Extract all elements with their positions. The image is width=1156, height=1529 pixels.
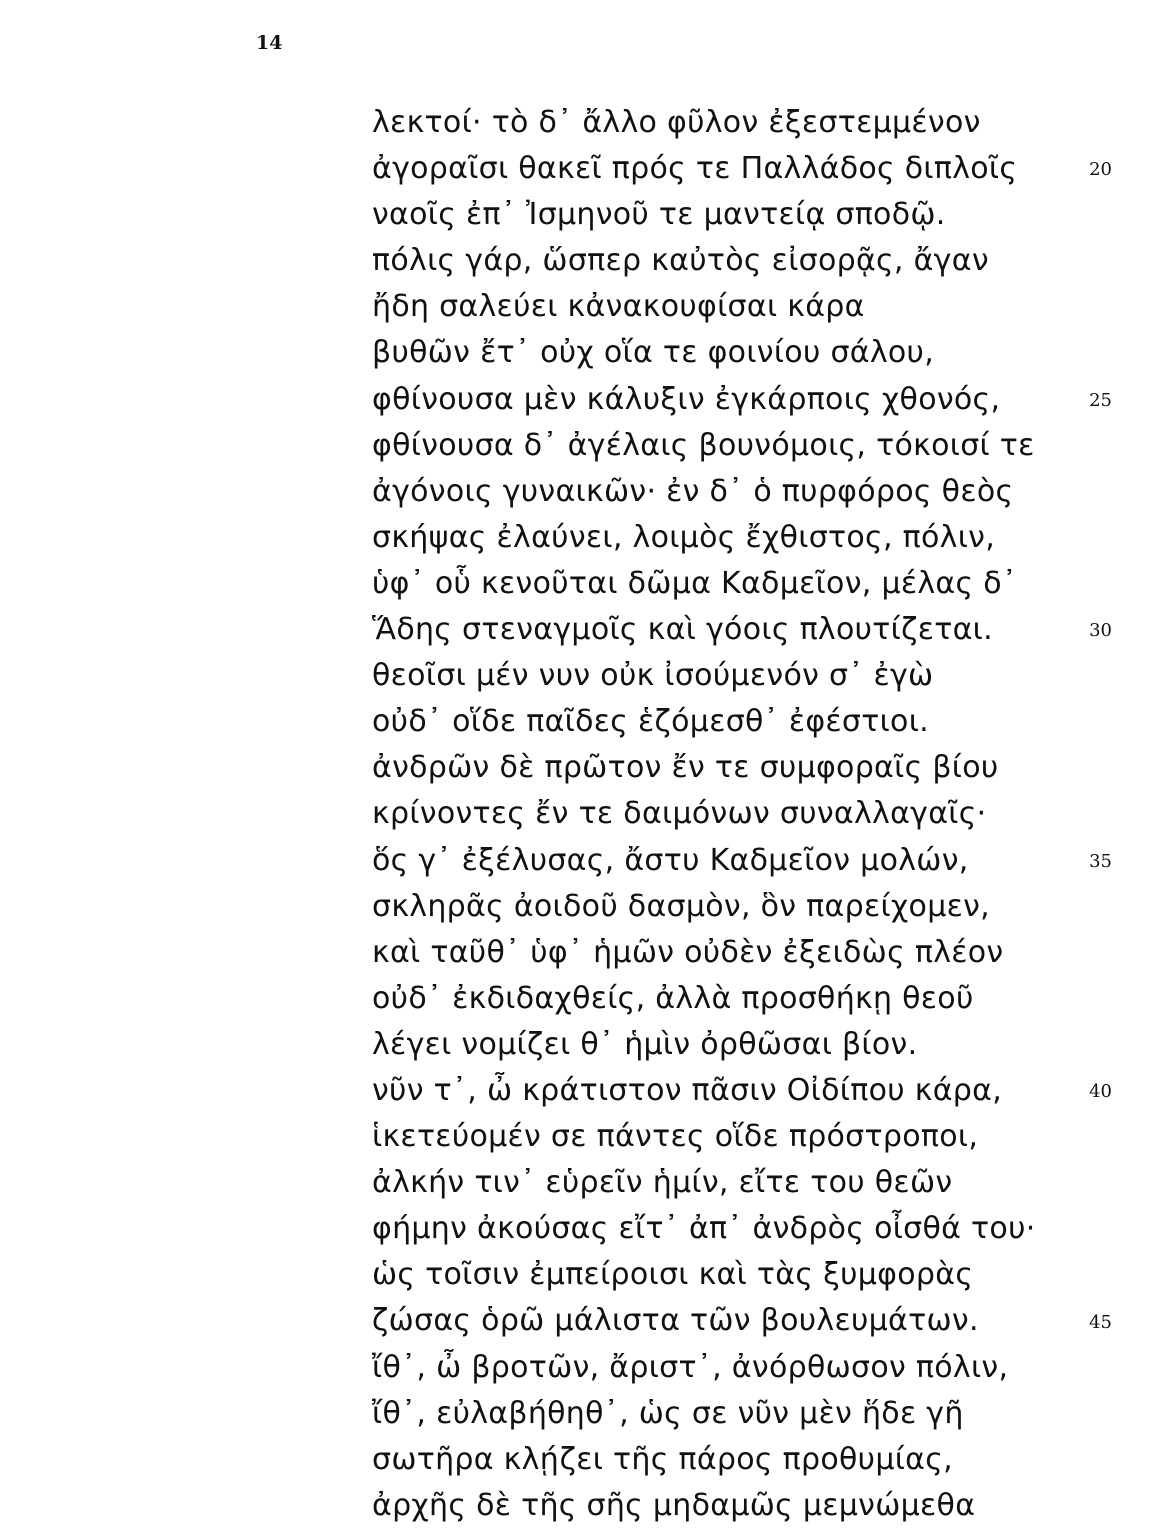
verse-line: νῦν τ᾽, ὦ κράτιστον πᾶσιν Οἰδίπου κάρα, [372,1072,1003,1108]
verse-line: βυθῶν ἔτ᾽ οὐχ οἵα τε φοινίου σάλου, [372,335,935,371]
verse-line: λεκτοί· τὸ δ᾽ ἄλλο φῦλον ἐξεστεμμένον [372,105,981,140]
line-number: 20 [1089,159,1112,181]
line-number: 25 [1089,389,1112,411]
verse-line: ἀγόνοις γυναικῶν· ἐν δ᾽ ὁ πυρφόρος θεὸς [372,473,1014,509]
verse-line: καὶ ταῦθ᾽ ὑφ᾽ ἡμῶν οὐδὲν ἐξειδὼς πλέον [372,934,1004,970]
verse-line: ἤδη σαλεύει κἀνακουφίσαι κάρα [372,289,865,325]
verse-line: φθίνουσα δ᾽ ἀγέλαις βουνόμοις, τόκοισί τε [372,427,1035,463]
verse-line: ναοῖς ἐπ᾽ Ἰσμηνοῦ τε μαντείᾳ σποδῷ. [372,197,946,233]
verse-line: ἀγοραῖσι θακεῖ πρός τε Παλλάδος διπλοῖς [372,151,1018,187]
verse-line: ἀνδρῶν δὲ πρῶτον ἔν τε συμφοραῖς βίου [372,750,999,786]
verse-line: ἀρχῆς δὲ τῆς σῆς μηδαμῶς μεμνώμεθα [372,1487,976,1523]
verse-line: οὐδ᾽ οἵδε παῖδες ἑζόμεσθ᾽ ἐφέστιοι. [372,704,930,740]
verse-line: οὐδ᾽ ἐκδιδαχθείς, ἀλλὰ προσθήκῃ θεοῦ [372,980,974,1016]
verse-line: ὅς γ᾽ ἐξέλυσας, ἄστυ Καδμεῖον μολών, [372,842,969,878]
line-number: 35 [1089,850,1112,872]
verse-line: Ἅδης στεναγμοῖς καὶ γόοις πλουτίζεται. [372,612,993,648]
verse-line: σκήψας ἐλαύνει, λοιμὸς ἔχθιστος, πόλιν, [372,519,996,555]
verse-line: ἀλκήν τιν᾽ εὑρεῖν ἡμίν, εἴτε του θεῶν [372,1165,953,1201]
verse-line: ἴθ᾽, ὦ βροτῶν, ἄριστ᾽, ἀνόρθωσον πόλιν, [372,1349,1009,1385]
verse-block [372,100,1036,1529]
verse-line: σωτῆρα κλῄζει τῆς πάρος προθυμίας, [372,1441,953,1477]
verse-line: λέγει νομίζει θ᾽ ἡμὶν ὀρθῶσαι βίον. [372,1026,918,1062]
verse-line: φθίνουσα μὲν κάλυξιν ἐγκάρποις χθονός, [372,381,1001,417]
line-number: 40 [1089,1081,1112,1103]
verse-line: ἴθ᾽, εὐλαβήθηθ᾽, ὡς σε νῦν μὲν ἥδε γῆ [372,1395,964,1431]
verse-line: ὑφ᾽ οὗ κενοῦται δῶμα Καδμεῖον, μέλας δ᾽ [372,565,1018,601]
verse-line: θεοῖσι μέν νυν οὐκ ἰσούμενόν σ᾽ ἐγὼ [372,658,934,694]
verse-line: ζώσας ὁρῶ μάλιστα τῶν βουλευμάτων. [372,1303,979,1339]
line-number: 30 [1089,620,1112,642]
verse-line: ἱκετεύομέν σε πάντες οἵδε πρόστροποι, [372,1119,979,1155]
line-number: 45 [1089,1311,1112,1333]
verse-line: φήμην ἀκούσας εἴτ᾽ ἀπ᾽ ἀνδρὸς οἶσθά του· [372,1211,1036,1247]
page-number: 14 [256,32,283,54]
verse-line: ὡς τοῖσιν ἐμπείροισι καὶ τὰς ξυμφορὰς [372,1257,974,1293]
verse-line: πόλις γάρ, ὥσπερ καὐτὸς εἰσορᾷς, ἄγαν [372,243,989,279]
verse-line: σκληρᾶς ἀοιδοῦ δασμὸν, ὃν παρείχομεν, [372,888,990,924]
verse-line: κρίνοντες ἔν τε δαιμόνων συναλλαγαῖς· [372,796,987,832]
